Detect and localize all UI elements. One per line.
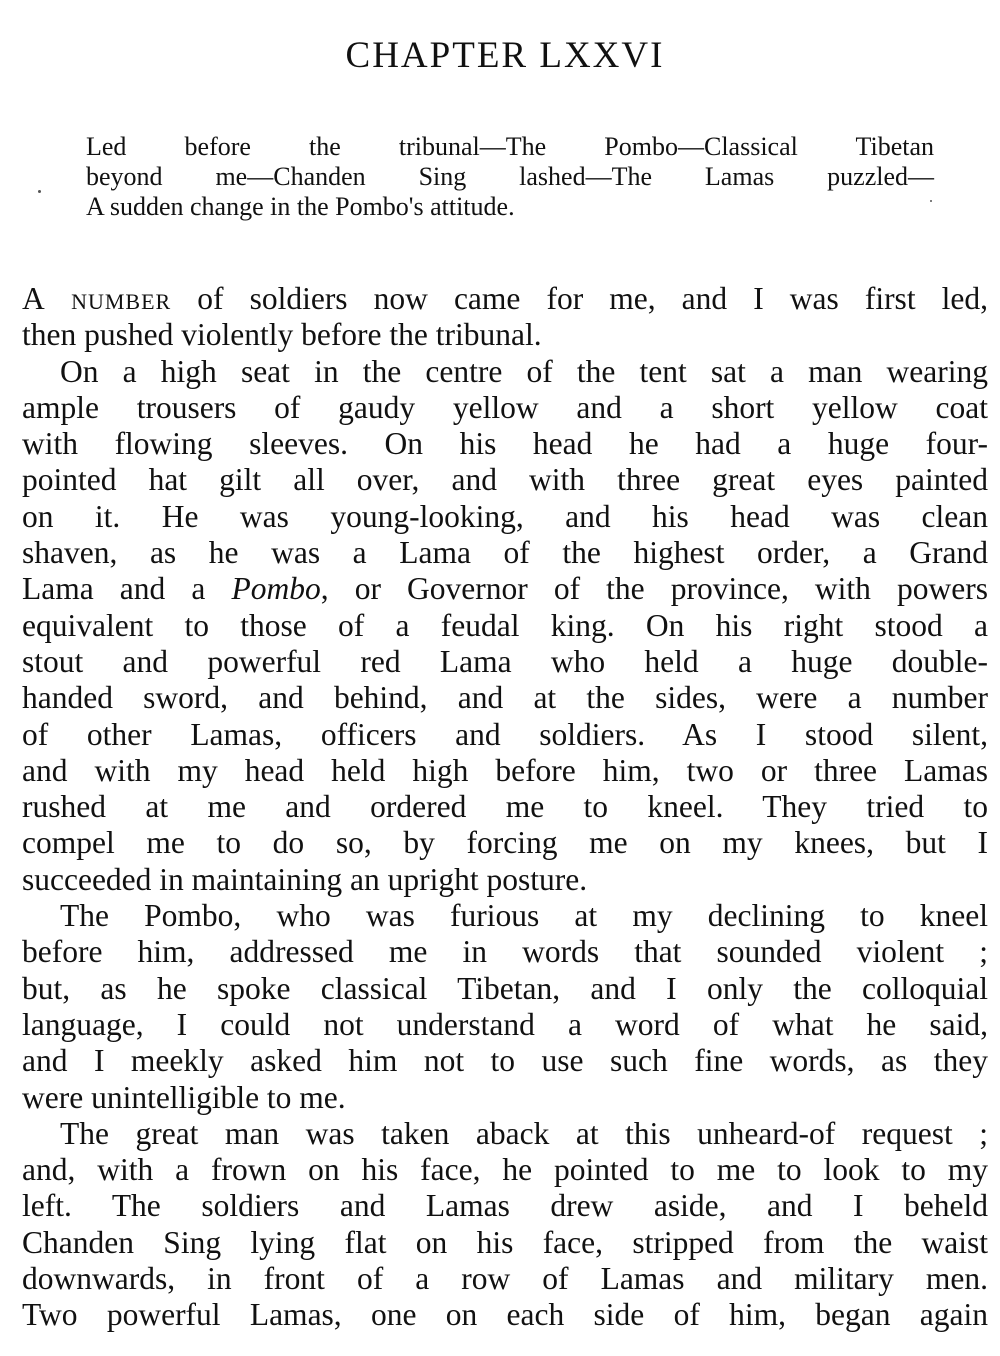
- text-line: Chanden Sing lying flat on his face, stripped from the waist: [22, 1224, 988, 1260]
- text-line-rest: of soldiers now came for me, and I was first led,: [171, 281, 988, 316]
- text-line: of other Lamas, officers and soldiers. As I stood silent,: [22, 716, 988, 752]
- body-text: [22, 281, 988, 1334]
- paragraph-2: [22, 354, 988, 898]
- text-line: Two powerful Lamas, one on each side of him, began again: [22, 1297, 988, 1333]
- print-speck: [930, 200, 932, 202]
- text-line: handed sword, and behind, and at the sides, were a number: [22, 680, 988, 716]
- text-line: [22, 281, 988, 317]
- chapter-title: CHAPTER LXXVI: [345, 35, 665, 76]
- italic-term: Pombo: [231, 571, 321, 607]
- paragraph-4: [22, 1116, 988, 1334]
- paragraph-3: [22, 898, 988, 1116]
- chapter-summary: [86, 132, 934, 222]
- text-line: before him, addressed me in words that sounded violent ;: [22, 934, 988, 970]
- text-fragment: , or Governor of the province, with powers: [320, 571, 989, 607]
- text-line: downwards, in front of a row of Lamas and military men.: [22, 1261, 988, 1297]
- text-line: The Pombo, who was furious at my declining to kneel: [60, 898, 988, 934]
- text-line: stout and powerful red Lama who held a huge double-: [22, 643, 988, 679]
- text-line: but, as he spoke classical Tibetan, and I only the colloquial: [22, 970, 988, 1006]
- text-line: succeeded in maintaining an upright posture.: [22, 861, 588, 897]
- print-speck: [38, 190, 41, 193]
- text-line: [22, 571, 988, 607]
- paragraph-1: [22, 281, 988, 354]
- text-line: on it. He was young-looking, and his head was clean: [22, 498, 988, 534]
- text-line: and, with a frown on his face, he pointed to me to look to my: [22, 1152, 988, 1188]
- text-line: compel me to do so, by forcing me on my knees, but I: [22, 825, 988, 861]
- text-line: then pushed violently before the tribunal.: [22, 317, 542, 353]
- text-line: ample trousers of gaudy yellow and a short yellow coat: [22, 389, 988, 425]
- opening-words: A number: [22, 281, 172, 316]
- text-fragment: Lama and a: [22, 571, 232, 607]
- text-line: with flowing sleeves. On his head he had a huge four-: [22, 426, 988, 462]
- text-line: On a high seat in the centre of the tent sat a man wearing: [60, 353, 988, 389]
- text-line: rushed at me and ordered me to kneel. They tried to: [22, 789, 988, 825]
- text-line: language, I could not understand a word of what he said,: [22, 1006, 988, 1042]
- text-line: left. The soldiers and Lamas drew aside, and I beheld: [22, 1188, 988, 1224]
- summary-line: A sudden change in the Pombo's attitude.: [86, 192, 515, 221]
- text-line: equivalent to those of a feudal king. On his right stood a: [22, 607, 988, 643]
- text-line: pointed hat gilt all over, and with three great eyes painted: [22, 462, 988, 498]
- text-line: and with my head held high before him, two or three Lamas: [22, 752, 988, 788]
- summary-line: beyond me—Chanden Sing lashed—The Lamas puzzled—: [86, 162, 934, 191]
- text-line: were unintelligible to me.: [22, 1079, 346, 1115]
- text-line: and I meekly asked him not to use such fine words, as they: [22, 1043, 988, 1079]
- text-line: shaven, as he was a Lama of the highest order, a Grand: [22, 535, 988, 571]
- text-line: The great man was taken aback at this unheard-of request ;: [60, 1115, 988, 1151]
- summary-line: Led before the tribunal—The Pombo—Classical Tibetan: [86, 132, 934, 161]
